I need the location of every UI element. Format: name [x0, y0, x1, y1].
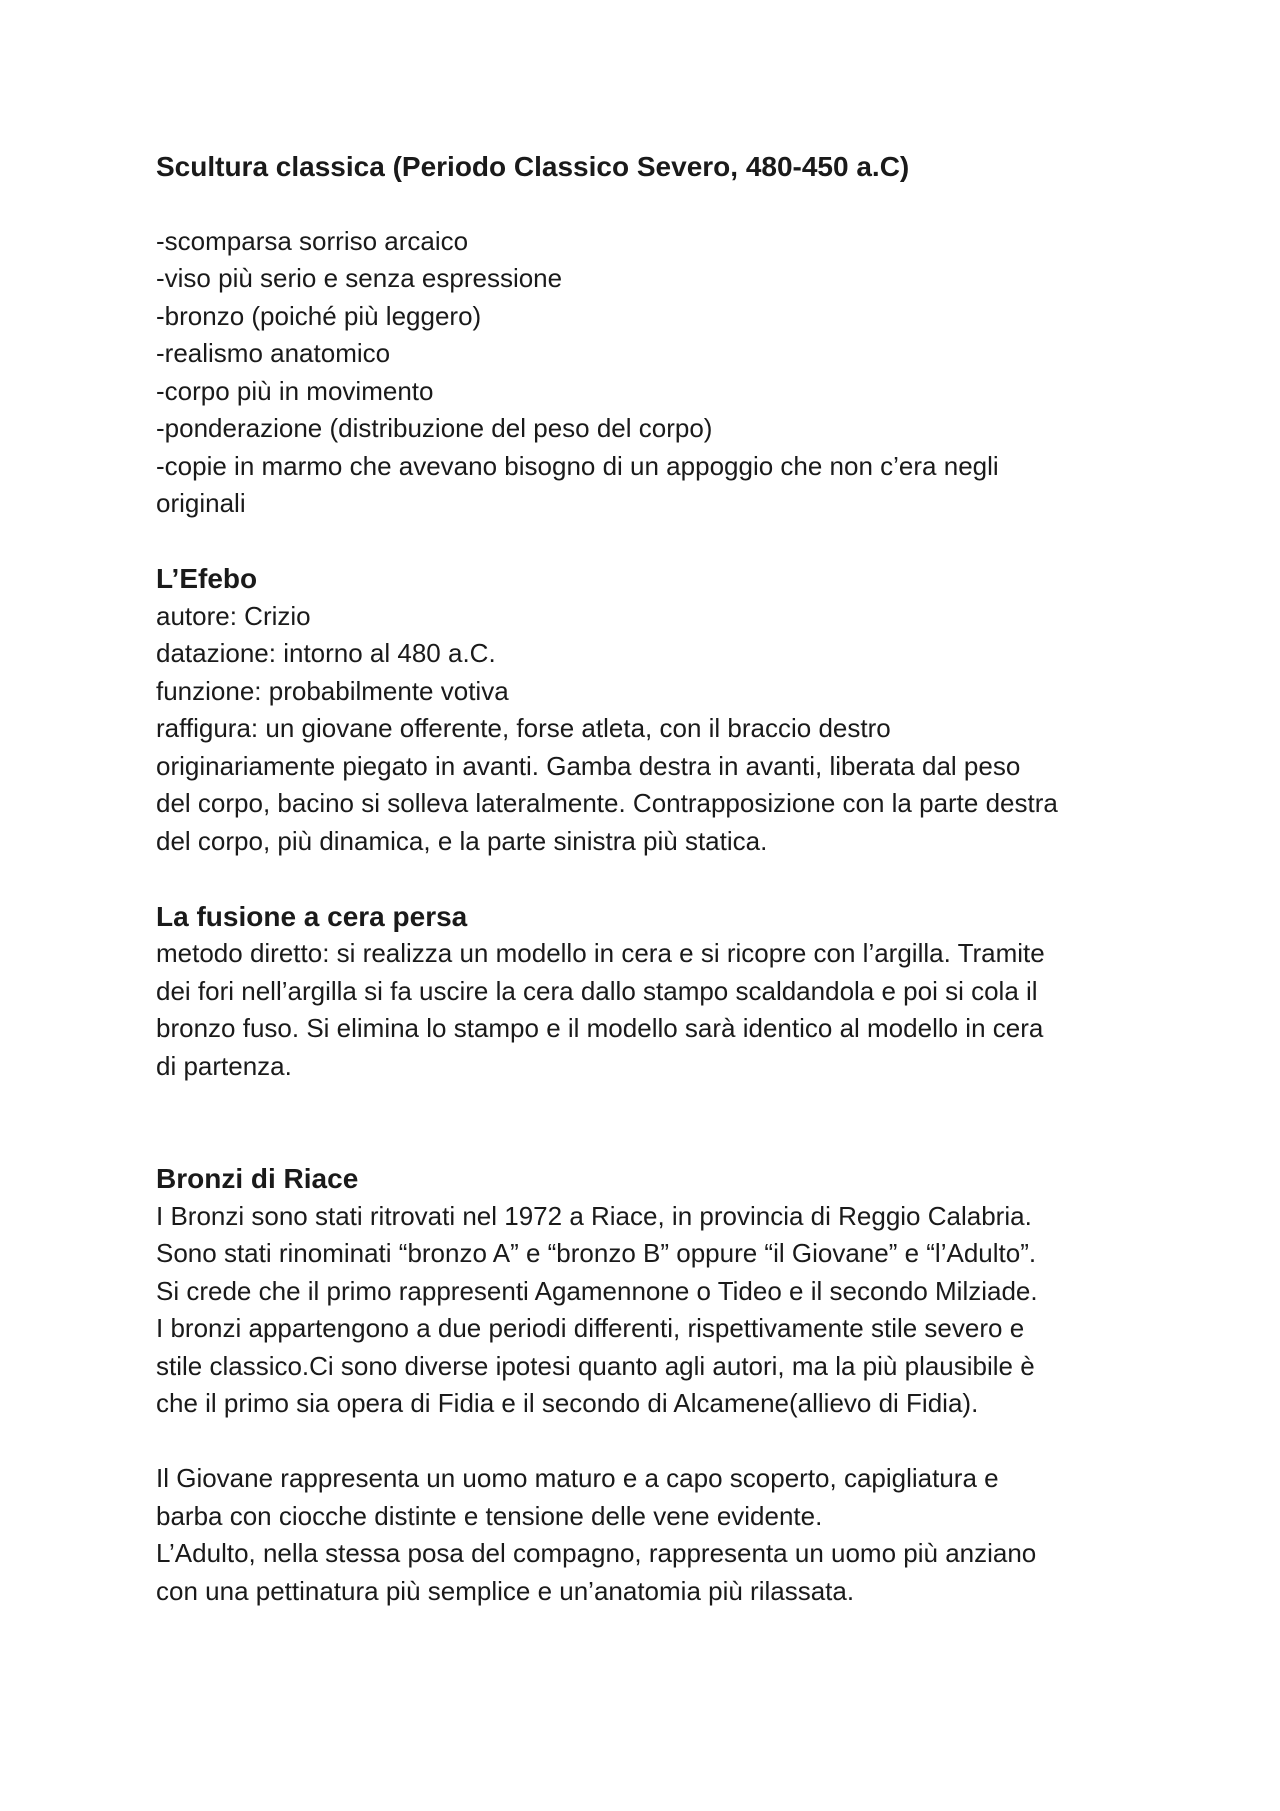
- text-line: di partenza.: [156, 1050, 292, 1081]
- feature-line: originali: [156, 488, 246, 518]
- text-line: datazione: intorno al 480 a.C.: [156, 638, 496, 668]
- text-line: autore: Crizio: [156, 600, 311, 631]
- text-line: funzione: probabilmente votiva: [156, 675, 509, 706]
- feature-line: -realismo anatomico: [156, 338, 391, 368]
- text-line: I Bronzi sono stati ritrovati nel 1972 a Riace, in provincia di Reggio Calabria.: [156, 1200, 1032, 1231]
- text-line: barba con ciocche distinte e tensione delle vene evidente.: [156, 1500, 823, 1531]
- text-line: metodo diretto: si realizza un modello in cera e si ricopre con l’argilla. Tramite: [156, 938, 1045, 968]
- section-riace: [156, 1160, 1156, 1610]
- feature-line: -bronzo (poiché più leggero): [156, 300, 482, 331]
- features-list: [156, 223, 1156, 523]
- text-line: Il Giovane rappresenta un uomo maturo e a capo scoperto, capigliatura e: [156, 1463, 999, 1493]
- spacer: [156, 1085, 1156, 1160]
- text-line: originariamente piegato in avanti. Gamba destra in avanti, liberata dal peso: [156, 750, 1021, 781]
- text-line: stile classico.Ci sono diverse ipotesi quanto agli autori, ma la più plausibile è: [156, 1350, 1035, 1381]
- text-line: bronzo fuso. Si elimina lo stampo e il modello sarà identico al modello in cera: [156, 1013, 1044, 1043]
- text-line: Sono stati rinominati “bronzo A” e “bronzo B” oppure “il Giovane” e “l’Adulto”.: [156, 1238, 1037, 1268]
- section-efebo: [156, 560, 1156, 860]
- feature-line: -corpo più in movimento: [156, 375, 434, 406]
- feature-line: -ponderazione (distribuzione del peso del corpo): [156, 413, 713, 443]
- section-heading: Bronzi di Riace: [156, 1163, 359, 1194]
- text-line: con una pettinatura più semplice e un’anatomia più rilassata.: [156, 1575, 855, 1606]
- spacer: [156, 1423, 1156, 1461]
- text-line: che il primo sia opera di Fidia e il secondo di Alcamene(allievo di Fidia).: [156, 1388, 979, 1418]
- spacer: [156, 860, 1156, 898]
- page-title: Scultura classica (Periodo Classico Severo, 480-450 a.C): [156, 151, 910, 182]
- text-line: L’Adulto, nella stessa posa del compagno, rappresenta un uomo più anziano: [156, 1538, 1037, 1568]
- document-content: [156, 148, 1156, 1610]
- text-line: dei fori nell’argilla si fa uscire la cera dallo stampo scaldandola e poi si cola il: [156, 975, 1038, 1006]
- feature-line: -viso più serio e senza espressione: [156, 263, 563, 293]
- section-fusione: [156, 898, 1156, 1086]
- text-line: del corpo, più dinamica, e la parte sinistra più statica.: [156, 825, 768, 856]
- feature-line: -scomparsa sorriso arcaico: [156, 225, 469, 256]
- spacer: [156, 523, 1156, 561]
- text-line: del corpo, bacino si solleva lateralmente. Contrapposizione con la parte destra: [156, 788, 1058, 818]
- text-line: Si crede che il primo rappresenti Agamennone o Tideo e il secondo Milziade.: [156, 1275, 1038, 1306]
- section-heading: La fusione a cera persa: [156, 900, 468, 932]
- text-line: I bronzi appartengono a due periodi differenti, rispettivamente stile severo e: [156, 1313, 1025, 1343]
- feature-line: -copie in marmo che avevano bisogno di un appoggio che non c’era negli: [156, 450, 999, 481]
- section-heading: L’Efebo: [156, 563, 258, 594]
- text-line: raffigura: un giovane offerente, forse atleta, con il braccio destro: [156, 713, 891, 743]
